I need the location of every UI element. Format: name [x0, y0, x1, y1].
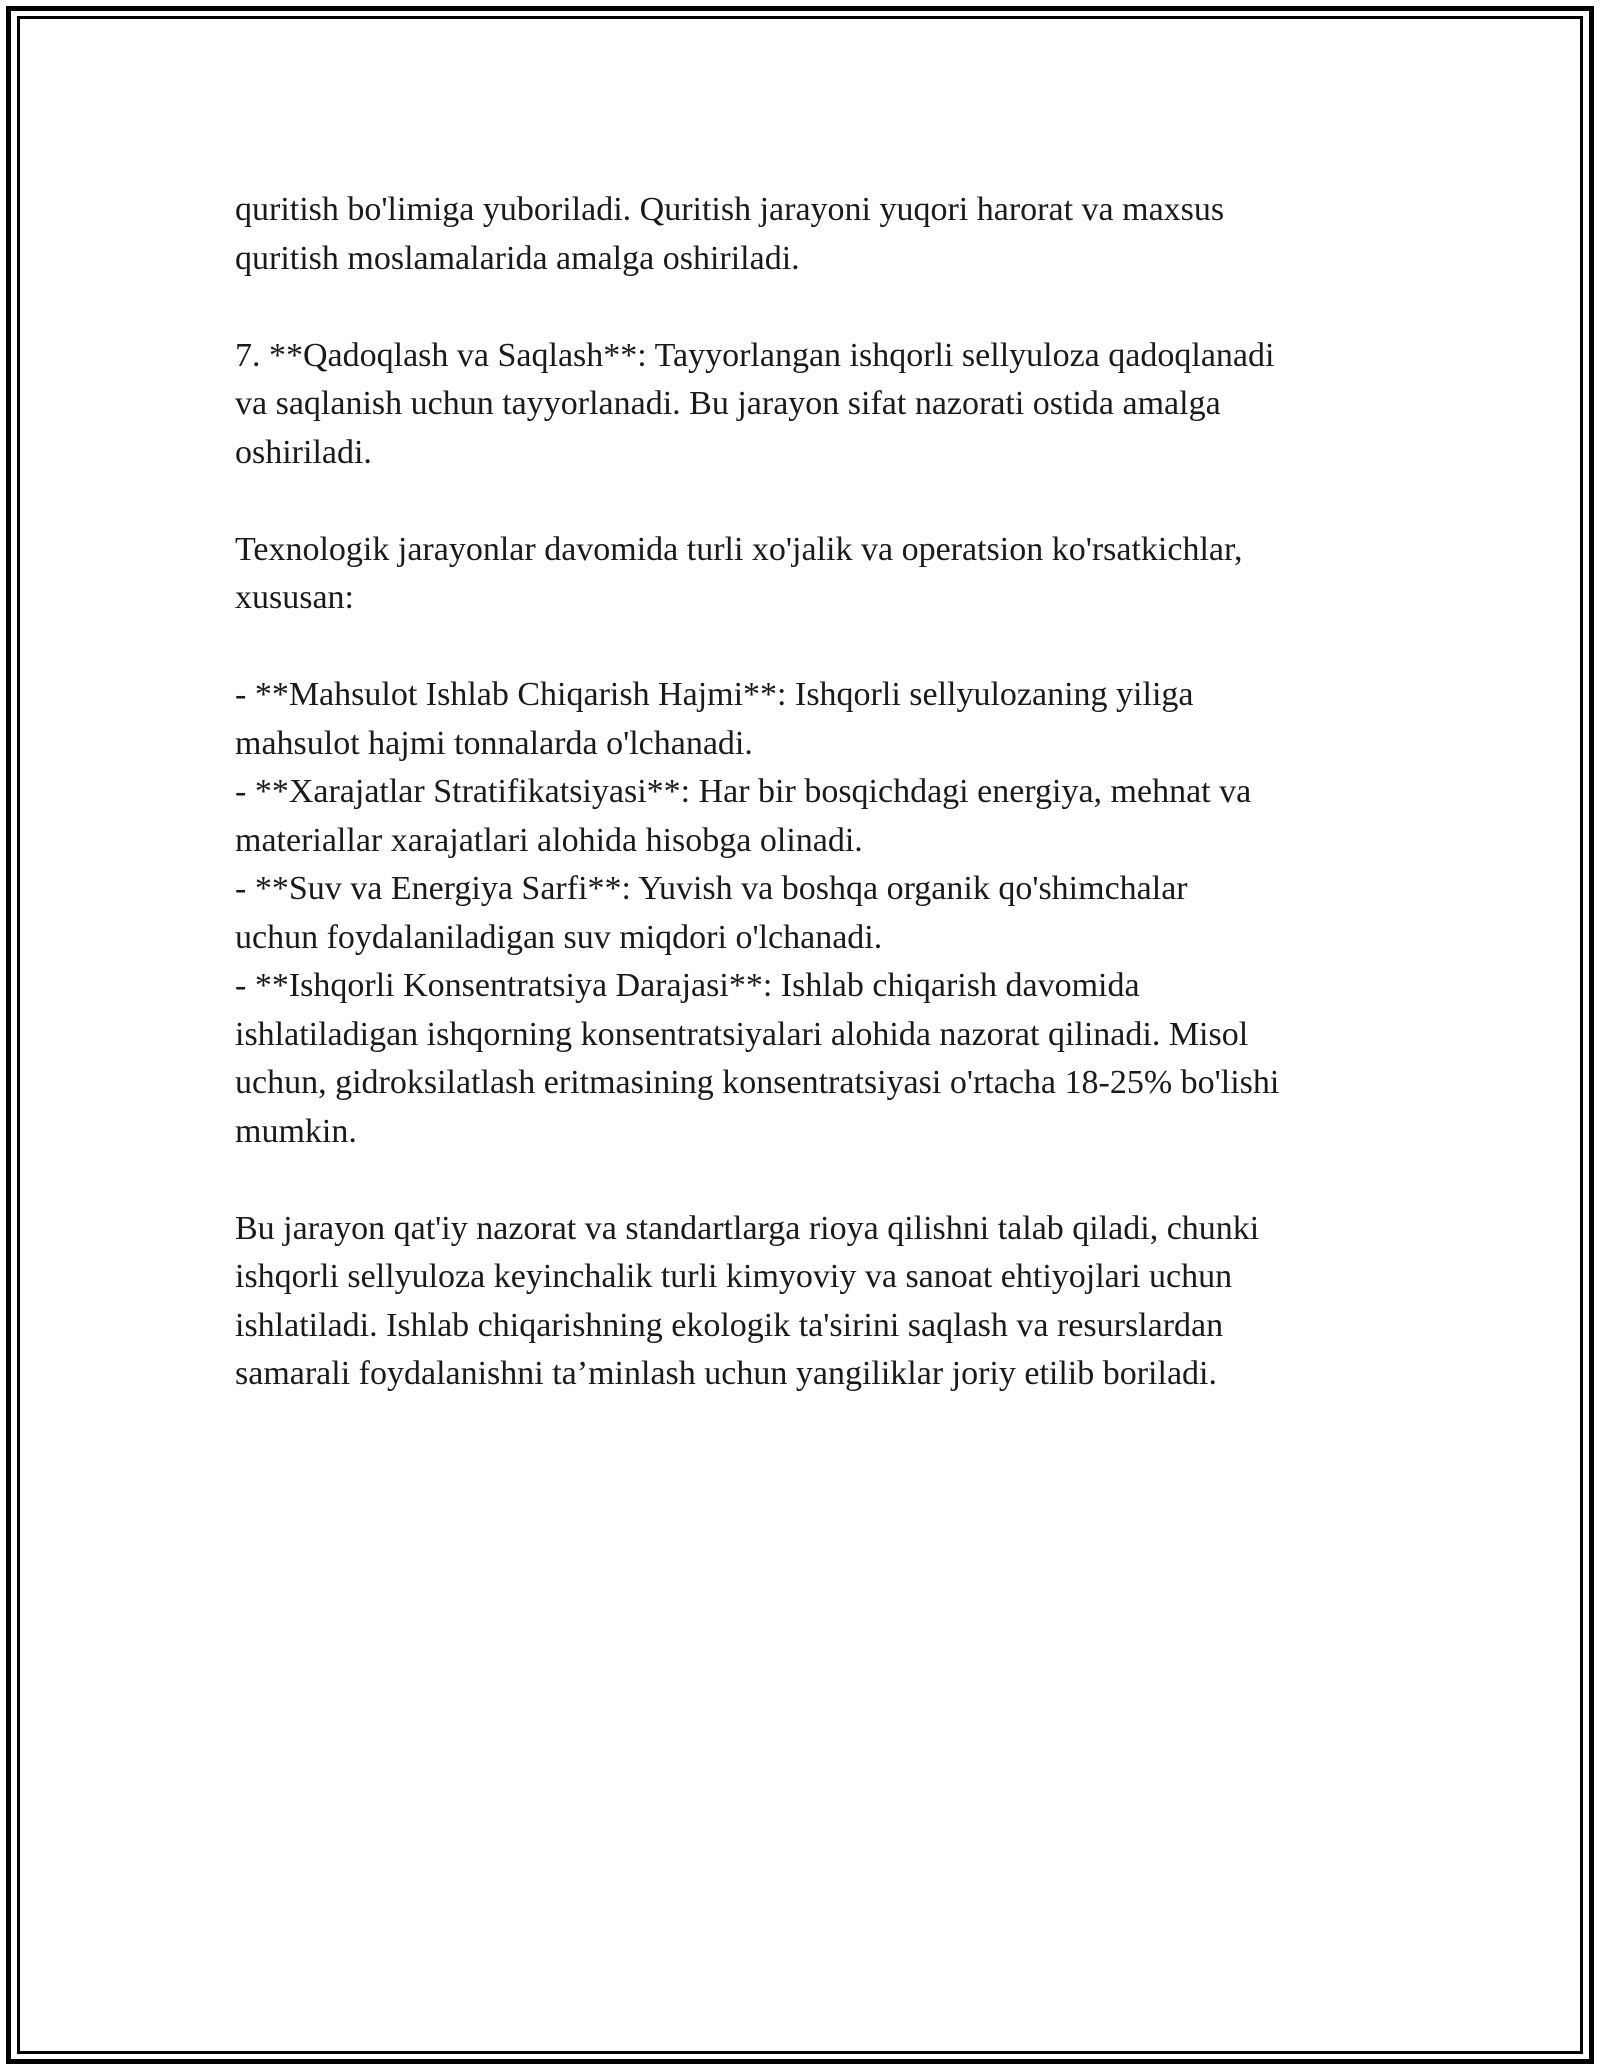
indicator-list: - **Mahsulot Ishlab Chiqarish Hajmi**: Ishqorli sellyulozaning yiliga mahsulot hajmi tonnalarda o'lchanadi. - **Xarajatlar Stratifikatsiyasi**: Har bir bosqichdagi energiya, mehnat va materiallar xarajatlari alohida hisobga olinadi. - **Suv va Energiya Sarfi**: Yuvish va boshqa organik qo'shimchalar uchun foydalaniladigan suv miqdori o'lchanadi. - **Ishqorli Konsentratsiya Darajasi**: Ishlab chiqarish davomida ishlatiladigan ishqorning konsentratsiyalari alohida nazorat qilinadi. Misol uchun, gidroksilatlash eritmasining konsentratsiyasi o'rtacha 18-25% bo'lishi mumkin.	[235, 676, 1280, 1150]
document-body	[235, 186, 1375, 1399]
paragraph-spacer	[235, 623, 1375, 672]
paragraph-packaging-step: 7. **Qadoqlash va Saqlash**: Tayyorlangan ishqorli sellyuloza qadoqlanadi va saqlanish uchun tayyorlanadi. Bu jarayon sifat nazorati ostida amalga oshiriladi.	[235, 336, 1275, 471]
paragraph-indicators-intro: Texnologik jarayonlar davomida turli xo'jalik va operatsion ko'rsatkichlar, xususan:	[235, 530, 1243, 616]
paragraph-spacer	[235, 1156, 1375, 1205]
paragraph-spacer	[235, 283, 1375, 332]
paragraph-drying: quritish bo'limiga yuboriladi. Quritish jarayoni yuqori harorat va maxsus quritish moslamalarida amalga oshiriladi.	[235, 191, 1225, 277]
paragraph-spacer	[235, 477, 1375, 526]
paragraph-conclusion: Bu jarayon qat'iy nazorat va standartlarga rioya qilishni talab qiladi, chunki ishqorli sellyuloza keyinchalik turli kimyoviy va sanoat ehtiyojlari uchun ishlatiladi. Ishlab chiqarishning ekologik ta'sirini saqlash va resurslardan samarali foydalanishni ta’minlash uchun yangiliklar joriy etilib boriladi.	[235, 1209, 1260, 1392]
